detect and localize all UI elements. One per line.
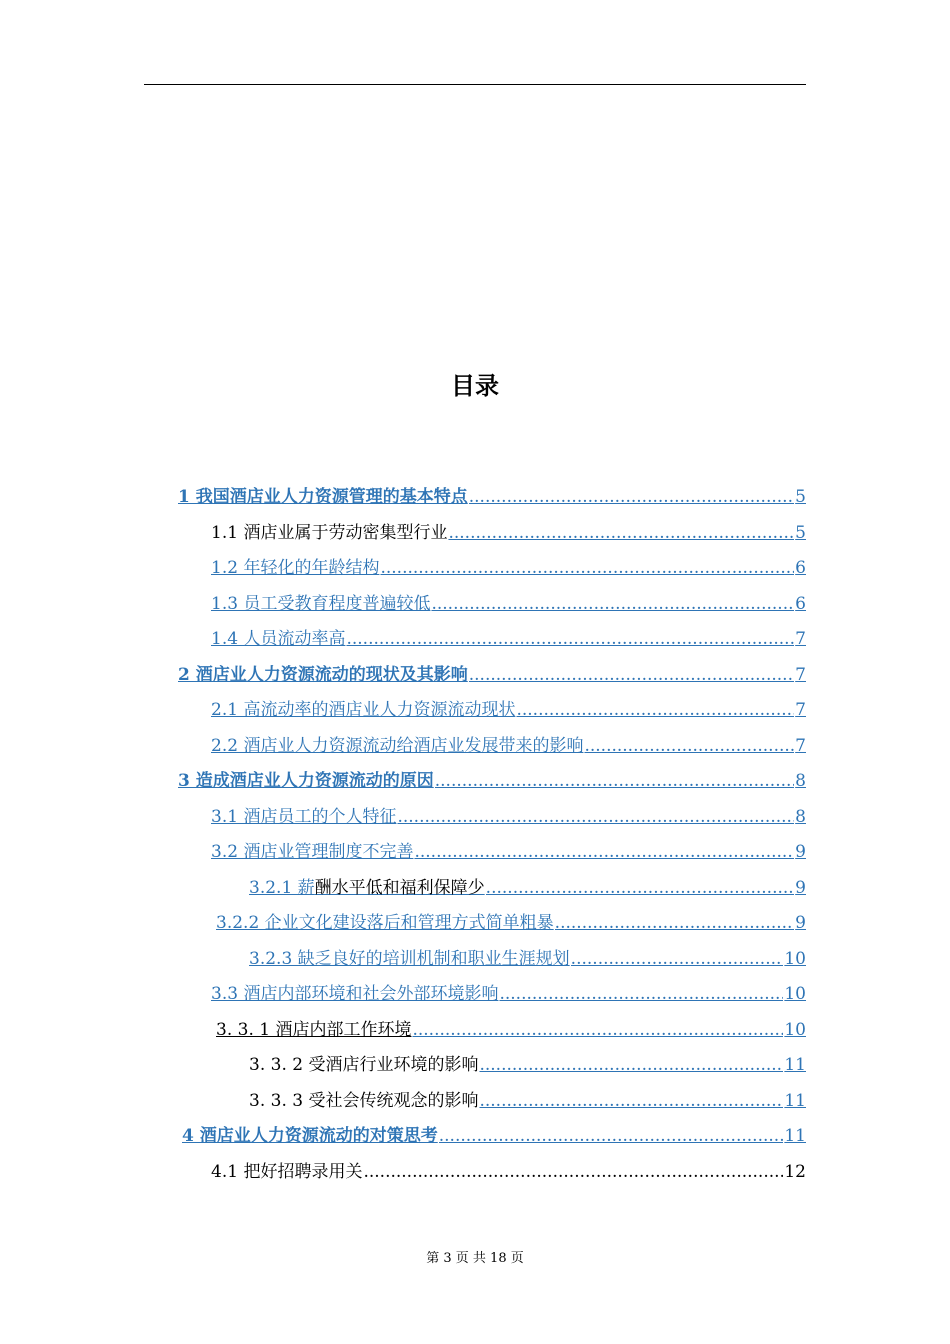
- toc-dot-leader: [363, 1157, 783, 1187]
- toc-entry-2-2[interactable]: [211, 731, 806, 761]
- toc-dot-leader: [435, 766, 794, 796]
- toc-entry-label: 3.2.2 企业文化建设落后和管理方式简单粗暴: [216, 913, 554, 933]
- toc-dot-leader: [584, 731, 794, 761]
- toc-entry-label: 3. 3. 3 受社会传统观念的影响: [249, 1091, 479, 1111]
- toc-entry-label: 4 酒店业人力资源流动的对策思考: [182, 1126, 438, 1146]
- toc-entry-3-3-2[interactable]: [249, 1050, 806, 1080]
- toc-dot-leader: [439, 1121, 784, 1151]
- toc-entry-page: 8: [795, 807, 806, 827]
- toc-dot-leader: [431, 589, 794, 619]
- toc-entry-page: 11: [784, 1055, 806, 1075]
- toc-entry-page: 10: [784, 984, 806, 1004]
- toc-dot-leader: [414, 837, 794, 867]
- toc-dot-leader: [516, 695, 794, 725]
- toc-dot-leader: [469, 660, 794, 690]
- toc-entry-4[interactable]: [182, 1121, 806, 1151]
- toc-entry-page: 6: [795, 594, 806, 614]
- toc-entry-label: 4.1 把好招聘录用关: [211, 1162, 363, 1182]
- toc-entry-1[interactable]: [178, 482, 806, 512]
- toc-entry-page: 7: [795, 700, 806, 720]
- toc-entry-page: 9: [795, 878, 806, 898]
- toc-entry-1-3[interactable]: [211, 589, 806, 619]
- toc-entry-3-2[interactable]: [211, 837, 806, 867]
- toc-entry-1-1[interactable]: [211, 518, 806, 548]
- toc-entry-page: 5: [795, 487, 806, 507]
- toc-entry-label: 1.4 人员流动率高: [211, 629, 346, 649]
- toc-entry-label: 3 造成酒店业人力资源流动的原因: [178, 771, 434, 791]
- toc-entry-page: 11: [784, 1126, 806, 1146]
- toc-dot-leader: [346, 624, 794, 654]
- toc-entry-page: 6: [795, 558, 806, 578]
- toc-dot-leader: [486, 873, 795, 903]
- toc-entry-label: 3. 3. 1 酒店内部工作环境: [216, 1020, 412, 1040]
- toc-entry-label: 2.1 高流动率的酒店业人力资源流动现状: [211, 700, 516, 720]
- page-title: 目录: [451, 372, 499, 400]
- toc-entry-1-2[interactable]: [211, 553, 806, 583]
- toc-dot-leader: [479, 1050, 783, 1080]
- toc-entry-page: 8: [795, 771, 806, 791]
- toc-entry-1-4[interactable]: [211, 624, 806, 654]
- toc-entry-page: 10: [784, 1020, 806, 1040]
- toc-entry-page: 7: [795, 629, 806, 649]
- toc-entry-3[interactable]: [178, 766, 806, 796]
- toc-dot-leader: [499, 979, 783, 1009]
- toc-entry-page: 12: [784, 1162, 806, 1182]
- toc-entry-3-3-1[interactable]: [182, 1015, 806, 1045]
- toc-entry-label: 3.3 酒店内部环境和社会外部环境影响: [211, 984, 499, 1004]
- toc-dot-leader: [412, 1015, 783, 1045]
- toc-entry-label: 3.1 酒店员工的个人特征: [211, 807, 397, 827]
- toc-entry-page: 7: [795, 665, 806, 685]
- toc-entry-label: 1.3 员工受教育程度普遍较低: [211, 594, 431, 614]
- toc-entry-page: 9: [795, 842, 806, 862]
- toc-entry-label-part: 3.2.1 薪: [249, 878, 315, 898]
- toc-entry-label: [249, 873, 485, 903]
- toc-dot-leader: [571, 944, 784, 974]
- toc-entry-4-1[interactable]: [211, 1157, 806, 1187]
- toc-entry-label: 2 酒店业人力资源流动的现状及其影响: [178, 665, 468, 685]
- toc-dot-leader: [469, 482, 794, 512]
- toc-entry-3-3[interactable]: [211, 979, 806, 1009]
- toc-entry-3-2-3[interactable]: [249, 944, 806, 974]
- toc-entry-page: 11: [784, 1091, 806, 1111]
- page-footer: 第 3 页 共 18 页: [426, 1251, 524, 1266]
- header-rule: [144, 84, 806, 85]
- toc-entry-3-1[interactable]: [211, 802, 806, 832]
- toc-entry-3-3-3[interactable]: [249, 1086, 806, 1116]
- toc-entry-label: 1.1 酒店业属于劳动密集型行业: [211, 523, 448, 543]
- toc-dot-leader: [397, 802, 794, 832]
- toc-entry-label: 2.2 酒店业人力资源流动给酒店业发展带来的影响: [211, 736, 584, 756]
- toc-dot-leader: [479, 1086, 783, 1116]
- toc-entry-label: 3.2 酒店业管理制度不完善: [211, 842, 414, 862]
- toc-entry-label: 1 我国酒店业人力资源管理的基本特点: [178, 487, 468, 507]
- toc-entry-label: 3.2.3 缺乏良好的培训机制和职业生涯规划: [249, 949, 570, 969]
- toc-entry-page: 5: [795, 523, 806, 543]
- toc-dot-leader: [555, 908, 795, 938]
- toc-entry-3-2-1[interactable]: [249, 873, 806, 903]
- toc-entry-page: 10: [784, 949, 806, 969]
- toc-dot-leader: [448, 518, 794, 548]
- toc-entry-2[interactable]: [178, 660, 806, 690]
- toc-dot-leader: [380, 553, 794, 583]
- toc-entry-2-1[interactable]: [211, 695, 806, 725]
- toc-entry-label: 3. 3. 2 受酒店行业环境的影响: [249, 1055, 479, 1075]
- toc-entry-3-2-2[interactable]: [182, 908, 806, 938]
- toc-entry-page: 9: [795, 913, 806, 933]
- toc-entry-label-part: 酬水平低和福利保障少: [314, 878, 485, 898]
- toc-entry-label: 1.2 年轻化的年龄结构: [211, 558, 380, 578]
- toc-entry-page: 7: [795, 736, 806, 756]
